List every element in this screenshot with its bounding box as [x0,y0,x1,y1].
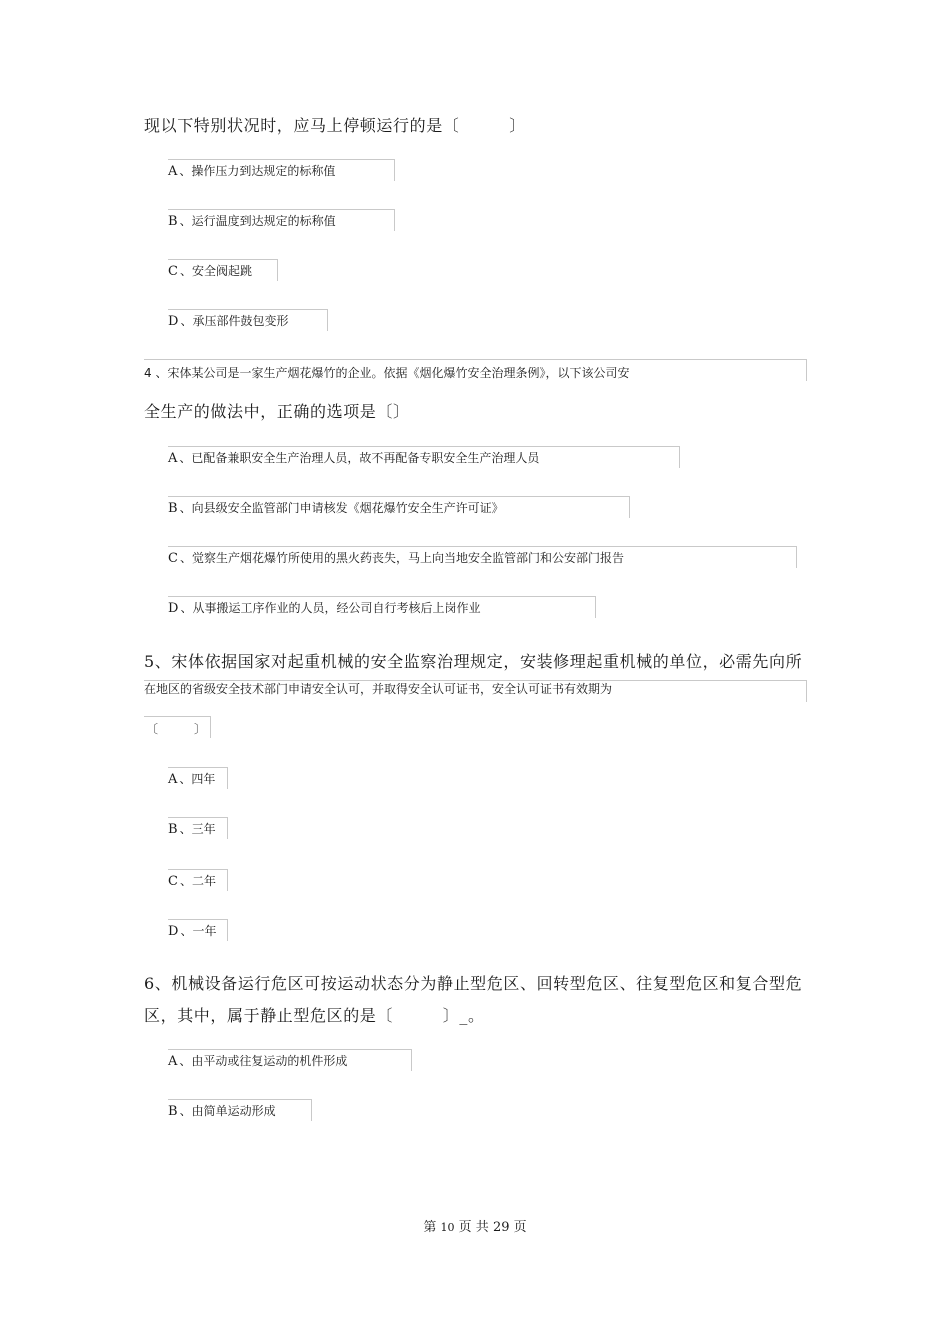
q6-stem-line2: 区，其中，属于静止型危区的是〔 〕_。 [144,1006,485,1025]
footer-suffix: 页 [513,1220,527,1235]
q6-option-a: A 、由平动或往复运动的机件形成 [168,1054,348,1069]
q5-option-d: D 、一年 [168,924,217,939]
q3-option-d: D 、承压部件鼓包变形 [168,314,289,329]
q5-option-c: C 、二年 [168,874,216,889]
q5-stem-line2: 在地区的省级安全技术部门申请安全认可，并取得安全认可证书，安全认可证书有效期为 [144,682,613,696]
q3-stem: 现以下特别状况时，应马上停顿运行的是〔 〕 [144,116,526,135]
q4-option-b: B 、向县级安全监管部门申请核发《烟花爆竹安全生产许可证》 [168,501,504,516]
q5-stem-line1: 5、宋体依据国家对起重机械的安全监察治理规定，安装修理起重机械的单位，必需先向所 [144,652,803,671]
q6-stem-line1: 6、机械设备运行危区可按运动状态分为静止型危区、回转型危区、往复型危区和复合型危 [144,974,803,993]
q3-option-a: A 、操作压力到达规定的标称值 [168,164,336,179]
q4-stem-line1: 4 、宋体某公司是一家生产烟花爆竹的企业。依据《烟化爆竹安全治理条例》，以下该公司安 [144,366,630,380]
q5-answer-bracket: 〔 〕 [146,722,207,736]
q6-option-b: B 、由简单运动形成 [168,1104,276,1119]
footer-total-pages: 29 [492,1220,510,1235]
q4-option-a: A 、已配备兼职安全生产治理人员，故不再配备专职安全生产治理人员 [168,451,540,466]
q5-option-a: A 、四年 [168,772,216,787]
q4-option-c: C 、觉察生产烟花爆竹所使用的黑火药丧失，马上向当地安全监管部门和公安部门报告 [168,551,624,566]
q5-option-b: B 、三年 [168,822,216,837]
q4-option-d: D 、从事搬运工序作业的人员，经公司自行考核后上岗作业 [168,601,481,616]
footer-middle: 页 共 [458,1220,489,1235]
q4-stem-line2: 全生产的做法中，正确的选项是〔〕 [144,402,410,421]
q3-option-b: B 、运行温度到达规定的标称值 [168,214,336,229]
page-footer [0,1216,950,1235]
footer-current-page: 10 [440,1221,455,1234]
q3-option-c: C 、安全阀起跳 [168,264,252,279]
footer-prefix: 第 [423,1220,437,1235]
